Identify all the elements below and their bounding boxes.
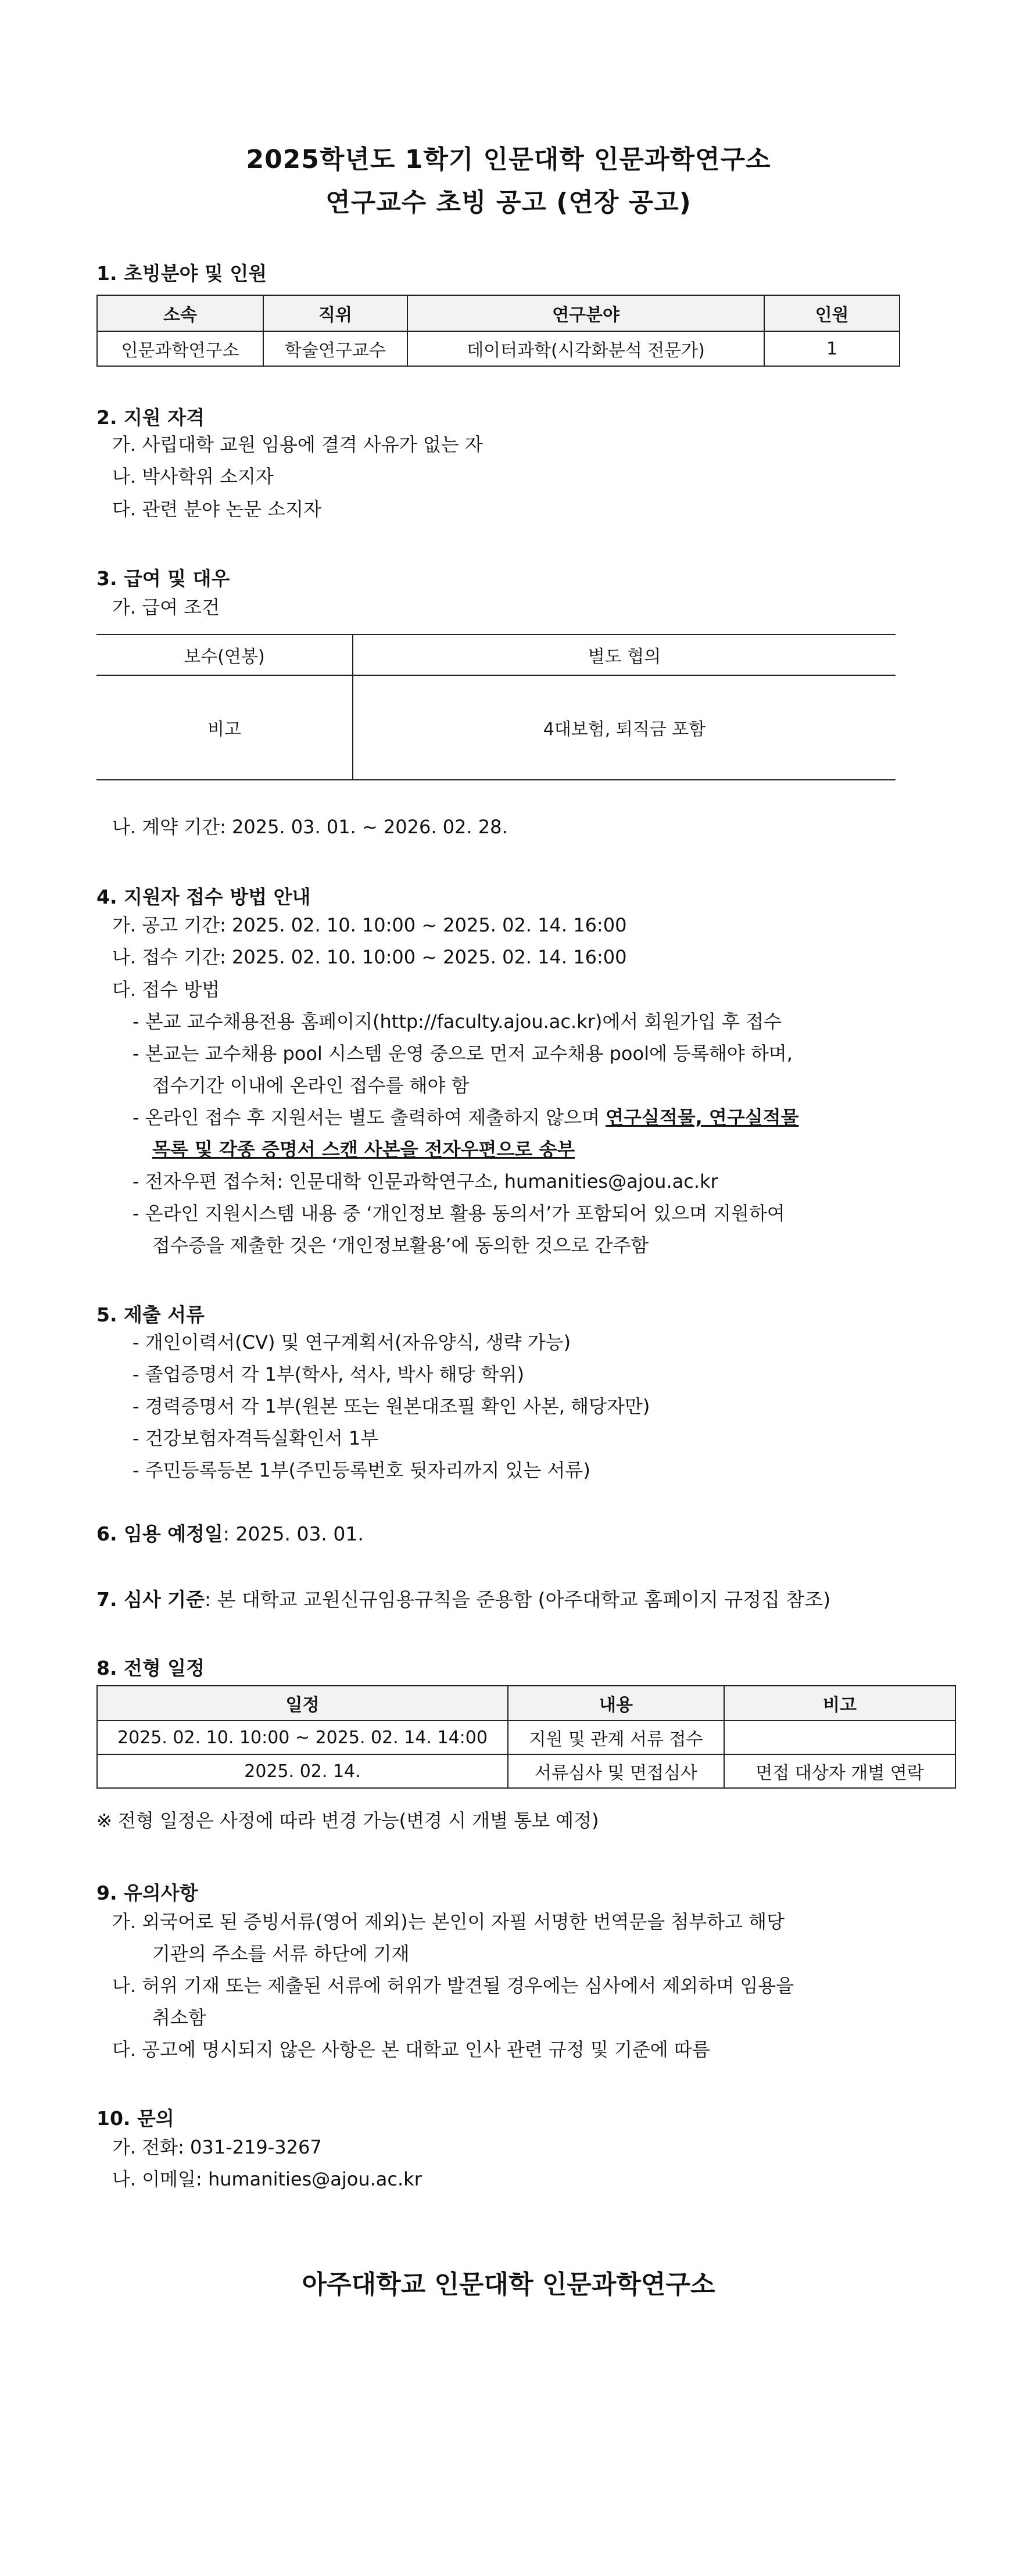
section-1-heading: 1. 초빙분야 및 인원 — [96, 262, 267, 285]
caution-a: 가. 외국어로 된 증빙서류(영어 제외)는 본인이 자필 서명한 번역문을 첨부하고 해당 — [112, 1911, 785, 1933]
contract-period: 나. 계약 기간: 2025. 03. 01. ~ 2026. 02. 28. — [112, 816, 508, 838]
schedule-remarks — [724, 1721, 955, 1754]
table-row — [97, 1721, 955, 1754]
schedule-date: 2025. 02. 14. — [97, 1754, 508, 1788]
contact-phone: 가. 전화: 031-219-3267 — [112, 2136, 322, 2158]
salary-value: 별도 협의 — [353, 635, 896, 675]
notice-period: 가. 공고 기간: 2025. 02. 10. 10:00 ~ 2025. 02. 14. 16:00 — [112, 914, 627, 936]
section-5-heading: 5. 제출 서류 — [96, 1303, 205, 1326]
section-6-label: 6. 임용 예정일 — [96, 1522, 223, 1545]
section-8-heading: 8. 전형 일정 — [96, 1657, 205, 1679]
document-item-5: - 주민등록등본 1부(주민등록번호 뒷자리까지 있는 서류) — [133, 1459, 590, 1481]
section-6 — [96, 1522, 364, 1546]
remarks-value: 4대보험, 퇴직금 포함 — [353, 675, 896, 780]
method-item-3 — [133, 1106, 799, 1129]
cell-count: 1 — [764, 331, 900, 366]
col-content: 내용 — [508, 1686, 724, 1721]
method-item-2-cont: 접수기간 이내에 온라인 접수를 해야 함 — [152, 1074, 470, 1097]
schedule-content: 서류심사 및 면접심사 — [508, 1754, 724, 1788]
remarks-header: 비고 — [96, 675, 353, 780]
method-item-1: - 본교 교수채용전용 홈페이지(http://faculty.ajou.ac.kr)에서 회원가입 후 접수 — [133, 1011, 782, 1033]
caution-a-cont: 기관의 주소를 서류 하단에 기재 — [152, 1943, 410, 1965]
cell-affiliation: 인문과학연구소 — [97, 331, 263, 366]
qualification-b: 나. 박사학위 소지자 — [112, 465, 274, 488]
caution-b-cont: 취소함 — [152, 2007, 206, 2029]
schedule-remarks: 면접 대상자 개별 연락 — [724, 1754, 955, 1788]
method-item-4: - 전자우편 접수처: 인문대학 인문과학연구소, humanities@ajou.ac.kr — [133, 1170, 718, 1192]
col-remarks: 비고 — [724, 1686, 955, 1721]
col-position: 직위 — [263, 295, 407, 331]
section-6-value: : 2025. 03. 01. — [223, 1522, 364, 1545]
section-7-label: 7. 심사 기준 — [96, 1588, 205, 1611]
col-count: 인원 — [764, 295, 900, 331]
method-item-3-emphasis: 연구실적물, 연구실적물 — [606, 1106, 799, 1128]
section-10-heading: 10. 문의 — [96, 2107, 174, 2130]
document-item-4: - 건강보험자격득실확인서 1부 — [133, 1427, 379, 1449]
caution-b: 나. 허위 기재 또는 제출된 서류에 허위가 발견될 경우에는 심사에서 제외하며 임용을 — [112, 1975, 794, 1997]
cell-field: 데이터과학(시각화분석 전문가) — [407, 331, 764, 366]
method-item-5-cont: 접수증을 제출한 것은 ‘개인정보활용’에 동의한 것으로 간주함 — [152, 1234, 649, 1256]
method-item-3-text: - 온라인 접수 후 지원서는 별도 출력하여 제출하지 않으며 — [133, 1106, 606, 1128]
table-row — [97, 1754, 955, 1788]
section-2-heading: 2. 지원 자격 — [96, 406, 205, 429]
salary-condition-label: 가. 급여 조건 — [112, 596, 220, 618]
section-9-heading: 9. 유의사항 — [96, 1882, 198, 1904]
col-affiliation: 소속 — [97, 295, 263, 331]
title-line-1: 2025학년도 1학기 인문대학 인문과학연구소 — [246, 145, 771, 174]
application-period: 나. 접수 기간: 2025. 02. 10. 10:00 ~ 2025. 02. 14. 16:00 — [112, 946, 627, 968]
method-item-3-emphasis-cont: 목록 및 각종 증명서 스캔 사본을 전자우편으로 송부 — [152, 1138, 575, 1160]
section-3-heading: 3. 급여 및 대우 — [96, 567, 230, 590]
qualification-a: 가. 사립대학 교원 임용에 결격 사유가 없는 자 — [112, 433, 483, 456]
title-line-2: 연구교수 초빙 공고 (연장 공고) — [325, 188, 692, 217]
application-method: 다. 접수 방법 — [112, 979, 220, 1001]
contact-email: 나. 이메일: humanities@ajou.ac.kr — [112, 2168, 422, 2190]
schedule-date: 2025. 02. 10. 10:00 ~ 2025. 02. 14. 14:00 — [97, 1721, 508, 1754]
salary-header: 보수(연봉) — [96, 635, 353, 675]
section-7 — [96, 1588, 830, 1611]
schedule-table — [96, 1685, 956, 1789]
col-field: 연구분야 — [407, 295, 764, 331]
method-item-3-cont — [152, 1138, 575, 1161]
method-item-5: - 온라인 지원시스템 내용 중 ‘개인정보 활용 동의서’가 포함되어 있으며 지원하여 — [133, 1202, 785, 1224]
recruitment-table — [96, 295, 900, 367]
col-schedule: 일정 — [97, 1686, 508, 1721]
document-item-1: - 개인이력서(CV) 및 연구계획서(자유양식, 생략 가능) — [133, 1331, 571, 1353]
schedule-note: ※ 전형 일정은 사정에 따라 변경 가능(변경 시 개별 통보 예정) — [96, 1810, 599, 1832]
method-item-2: - 본교는 교수채용 pool 시스템 운영 중으로 먼저 교수채용 pool에 등록해야 하며, — [133, 1042, 793, 1065]
qualification-c: 다. 관련 분야 논문 소지자 — [112, 498, 321, 520]
schedule-content: 지원 및 관계 서류 접수 — [508, 1721, 724, 1754]
salary-table — [96, 634, 896, 780]
document-item-2: - 졸업증명서 각 1부(학사, 석사, 박사 해당 학위) — [133, 1363, 524, 1385]
caution-c: 다. 공고에 명시되지 않은 사항은 본 대학교 인사 관련 규정 및 기준에 따름 — [112, 2038, 710, 2061]
section-7-value: : 본 대학교 교원신규임용규칙을 준용함 (아주대학교 홈페이지 규정집 참조) — [205, 1588, 831, 1611]
cell-position: 학술연구교수 — [263, 331, 407, 366]
issuer-footer: 아주대학교 인문대학 인문과학연구소 — [302, 2270, 715, 2299]
section-4-heading: 4. 지원자 접수 방법 안내 — [96, 886, 311, 908]
document-item-3: - 경력증명서 각 1부(원본 또는 원본대조필 확인 사본, 해당자만) — [133, 1395, 650, 1417]
